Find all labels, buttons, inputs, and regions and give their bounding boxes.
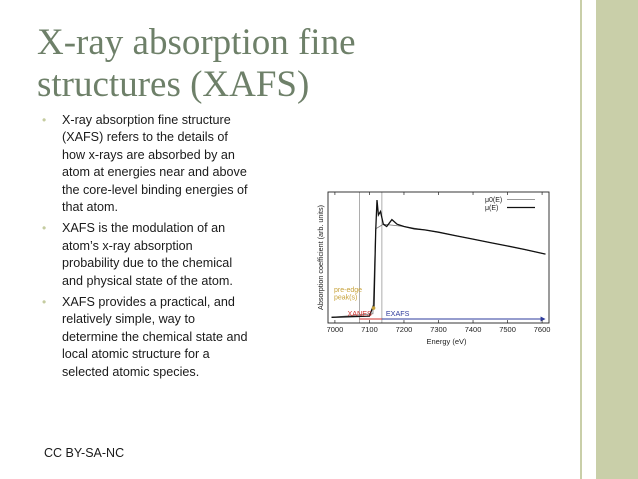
bullet-line: the core-level binding energies of	[62, 182, 248, 197]
x-tick-label: 7600	[533, 325, 551, 334]
sidebar-accent-bar	[596, 0, 638, 479]
series-line-mu0	[332, 224, 546, 317]
pre-edge-label: peak(s)	[334, 294, 358, 302]
x-tick-label: 7200	[395, 325, 413, 334]
legend-label: μ0(E)	[485, 197, 503, 204]
bullet-item	[40, 294, 290, 381]
bullet-line: X-ray absorption fine structure	[62, 113, 231, 127]
legend-label: μ(E)	[485, 205, 499, 212]
bullet-line: local atomic structure for a	[62, 347, 210, 362]
title-line-1: X-ray absorption fine	[37, 22, 356, 63]
x-tick-label: 7500	[499, 325, 516, 334]
plot-frame	[328, 192, 549, 323]
xanes-label: XANES	[347, 309, 372, 318]
bullet-line: (XAFS) refers to the details of	[62, 130, 228, 145]
bullet-line: XAFS is the modulation of an	[62, 221, 226, 236]
bullet-line: XAFS provides a practical, and	[62, 295, 235, 310]
title-line-2: structures (XAFS)	[37, 64, 310, 105]
x-axis-label: Energy (eV)	[426, 337, 467, 346]
bullet-item	[40, 220, 290, 290]
xafs-figure	[315, 188, 555, 356]
bullet-line: probability due to the chemical	[62, 256, 233, 271]
bullet-line: atom at energies near and above	[62, 165, 247, 180]
bullet-line: how x-rays are absorbed by an	[62, 147, 235, 162]
x-tick-label: 7400	[464, 325, 482, 334]
xafs-chart	[315, 188, 555, 356]
license-footer: CC BY-SA-NC	[44, 446, 125, 460]
exafs-arrow-head-icon	[541, 317, 546, 322]
bullet-line: selected atomic species.	[62, 364, 200, 379]
slide-title	[37, 22, 577, 106]
bullet-dot-icon: •	[42, 295, 47, 310]
pre-edge-marker	[372, 306, 376, 310]
bullet-dot-icon: •	[42, 113, 47, 127]
y-axis-label: Absorption coefficient (arb. units)	[316, 205, 325, 310]
pre-edge-label: pre-edge	[334, 287, 363, 294]
bullet-line: determine the chemical state and	[62, 329, 248, 344]
series-line-mu	[332, 200, 546, 317]
bullet-dot-icon: •	[42, 221, 47, 236]
x-tick-label: 7300	[430, 325, 447, 334]
bullet-line: and physical state of the atom.	[62, 273, 233, 288]
x-tick-label: 7100	[361, 325, 378, 334]
exafs-label: EXAFS	[385, 309, 410, 318]
bullet-line: that atom.	[62, 200, 119, 215]
x-tick-label: 7000	[326, 325, 344, 334]
bullet-line: atom’s x-ray absorption	[62, 238, 193, 253]
sidebar-divider	[580, 0, 582, 479]
bullet-list	[40, 112, 290, 385]
bullet-item	[40, 112, 290, 216]
bullet-line: relatively simple, way to	[62, 312, 195, 327]
